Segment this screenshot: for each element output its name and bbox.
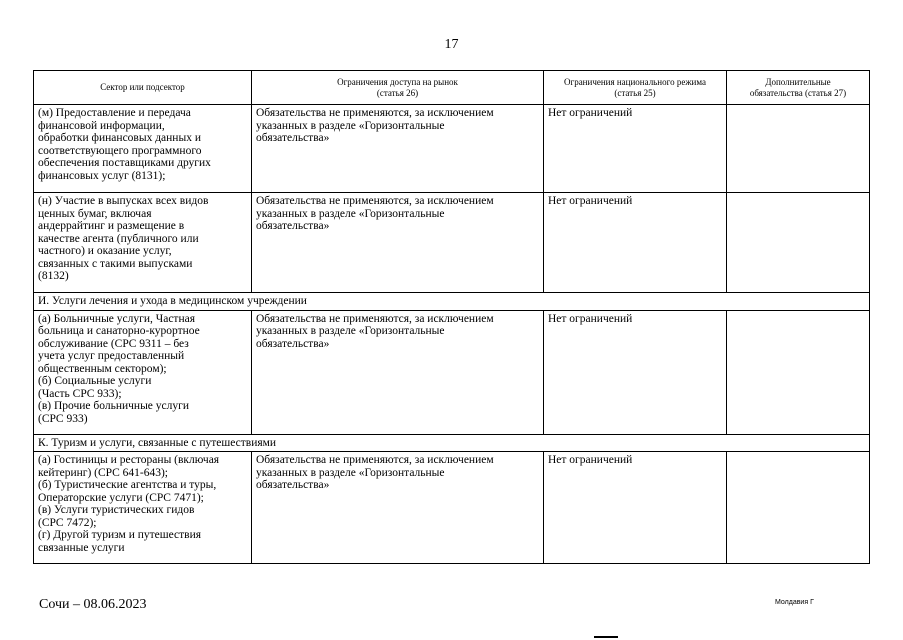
table-row bbox=[34, 310, 870, 434]
header-market-access: Ограничения доступа на рынок (статья 26) bbox=[252, 71, 544, 105]
section-row bbox=[34, 293, 870, 311]
cell-sector: (а) Больничные услуги, Частная больница и санаторно-курортное обслуживание (CPC 9311 – без учета услуг предоставленный общественным сектором); (б) Социальные услуги (Часть CPC 933); (в) Прочие больничные услуги (CPC 933) bbox=[34, 310, 252, 434]
commitments-table bbox=[33, 70, 870, 564]
header-sector: Сектор или подсектор bbox=[34, 71, 252, 105]
cell-national-treatment: Нет ограничений bbox=[544, 310, 727, 434]
cell-sector: (м) Предоставление и передача финансовой информации, обработки финансовых данных и соответствующего программного обеспечения поставщиками других финансовых услуг (8131); bbox=[34, 105, 252, 193]
cell-additional bbox=[727, 310, 870, 434]
scan-mark bbox=[594, 636, 618, 638]
cell-additional bbox=[727, 452, 870, 564]
table-row bbox=[34, 193, 870, 293]
section-title: И. Услуги лечения и ухода в медицинском учреждении bbox=[34, 293, 870, 311]
cell-market-access: Обязательства не применяются, за исключением указанных в разделе «Горизонтальные обязательства» bbox=[252, 452, 544, 564]
section-row bbox=[34, 434, 870, 452]
cell-market-access: Обязательства не применяются, за исключением указанных в разделе «Горизонтальные обязательства» bbox=[252, 310, 544, 434]
page-number: 17 bbox=[444, 37, 459, 52]
cell-market-access: Обязательства не применяются, за исключением указанных в разделе «Горизонтальные обязательства» bbox=[252, 105, 544, 193]
cell-additional bbox=[727, 105, 870, 193]
cell-national-treatment: Нет ограничений bbox=[544, 193, 727, 293]
table-row bbox=[34, 452, 870, 564]
footer-place-date: Сочи – 08.06.2023 bbox=[39, 597, 147, 612]
table-row bbox=[34, 105, 870, 193]
footer-document-code: Молдавия Г bbox=[775, 599, 814, 606]
section-title: К. Туризм и услуги, связанные с путешествиями bbox=[34, 434, 870, 452]
cell-market-access: Обязательства не применяются, за исключением указанных в разделе «Горизонтальные обязательства» bbox=[252, 193, 544, 293]
cell-sector: (н) Участие в выпусках всех видов ценных бумаг, включая андеррайтинг и размещение в качестве агента (публичного или частного) и оказание услуг, связанных с такими выпусками (8132) bbox=[34, 193, 252, 293]
cell-national-treatment: Нет ограничений bbox=[544, 452, 727, 564]
header-additional-commitments: Дополнительные обязательства (статья 27) bbox=[727, 71, 870, 105]
cell-sector: (а) Гостиницы и рестораны (включая кейтеринг) (CPC 641-643); (б) Туристические агентства и туры, Операторские услуги (CPC 7471); (в) Услуги туристических гидов (CPC 7472); (г) Другой туризм и путешествия связанные услуги bbox=[34, 452, 252, 564]
cell-additional bbox=[727, 193, 870, 293]
table-header-row bbox=[34, 71, 870, 105]
cell-national-treatment: Нет ограничений bbox=[544, 105, 727, 193]
header-national-treatment: Ограничения национального режима (статья 25) bbox=[544, 71, 727, 105]
